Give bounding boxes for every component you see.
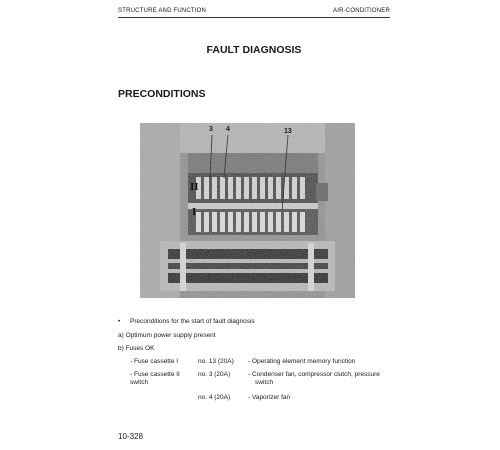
callout-4: 4: [226, 126, 230, 133]
fuse-cassette-cell: - Fuse cassette II: [130, 371, 180, 378]
page-title: FAULT DIAGNOSIS: [206, 44, 302, 56]
item-a: a) Optimum power supply present: [118, 332, 216, 339]
fuse-function-cell: - Operating element memory function: [248, 358, 356, 365]
callout-3: 3: [209, 126, 213, 133]
running-header-chapter: AIR-CONDITIONER: [333, 8, 390, 14]
cassette-label-ii: II: [190, 181, 199, 193]
callout-13: 13: [284, 128, 292, 135]
page-number: 10-328: [118, 432, 143, 441]
fuse-function-cell-cont: switch: [255, 379, 274, 386]
fuse-cassette-photo: [140, 123, 355, 298]
item-b: b) Fuses OK: [118, 345, 155, 352]
fuse-function-cell: - Condenser fan, compressor clutch, pressure: [248, 371, 380, 378]
section-title: PRECONDITIONS: [118, 88, 206, 100]
header-divider: [118, 17, 390, 18]
fuse-number-cell: no. 13 (20A): [198, 358, 234, 365]
bullet-symbol: •: [118, 318, 121, 325]
running-header-section: STRUCTURE AND FUNCTION: [118, 8, 207, 14]
fuse-cassette-cell-cont: switch: [130, 379, 149, 386]
fuse-cassette-cell: - Fuse cassette I: [130, 358, 179, 365]
fuse-function-cell: - Vaporizer fan: [248, 394, 291, 401]
bullet-text: Preconditions for the start of fault diagnosis: [130, 318, 255, 325]
fuse-number-cell: no. 4 (20A): [198, 394, 231, 401]
fuse-number-cell: no. 3 (20A): [198, 371, 231, 378]
cassette-label-i: I: [192, 206, 197, 218]
